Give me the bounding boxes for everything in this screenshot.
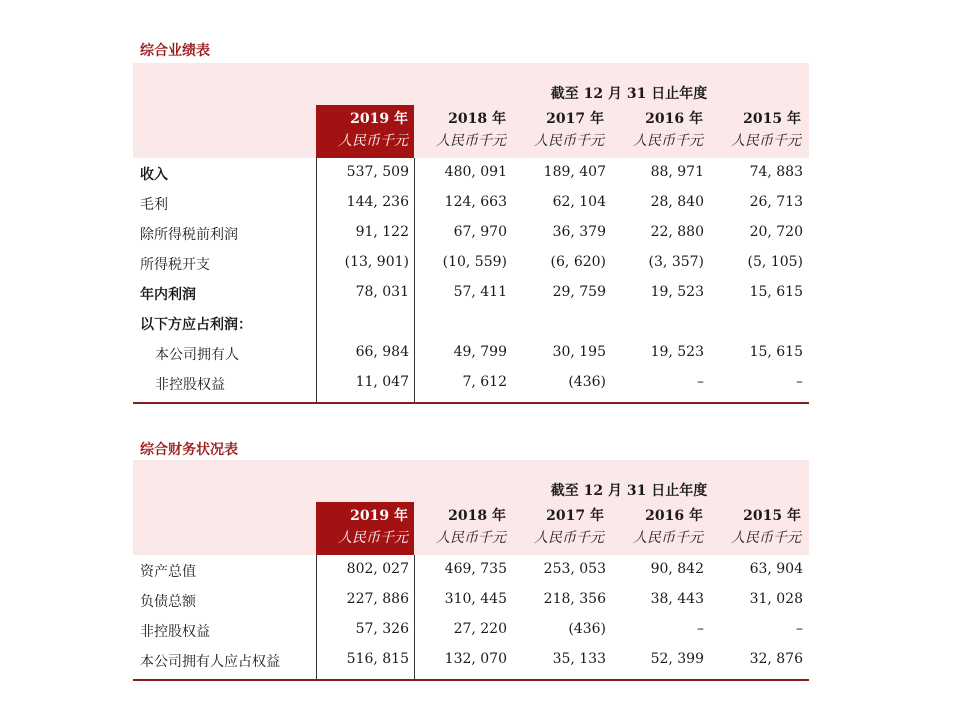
column-year: 2016 年 bbox=[645, 111, 703, 127]
value-cell: 31, 028 bbox=[749, 591, 803, 607]
row-label: 毛利 bbox=[140, 197, 168, 213]
value-cell: 30, 195 bbox=[552, 344, 606, 360]
column-unit: 人民币千元 bbox=[338, 530, 408, 546]
table-row bbox=[133, 645, 809, 675]
column-unit: 人民币千元 bbox=[633, 133, 703, 149]
column-header bbox=[414, 502, 512, 555]
value-cell: 469, 735 bbox=[444, 561, 507, 577]
value-cell: 32, 876 bbox=[749, 651, 803, 667]
period-heading: 截至 12 月 31 日止年度 bbox=[550, 483, 708, 499]
column-unit: 人民币千元 bbox=[534, 530, 604, 546]
column-year: 2018 年 bbox=[448, 111, 506, 127]
value-cell: (10, 559) bbox=[442, 254, 507, 270]
row-label: 以下方应占利润： bbox=[140, 317, 252, 333]
column-header bbox=[316, 502, 414, 555]
value-cell: 480, 091 bbox=[444, 164, 507, 180]
table-header bbox=[133, 460, 809, 555]
value-cell: 28, 840 bbox=[650, 194, 704, 210]
value-cell: 57, 326 bbox=[355, 621, 409, 637]
table-row bbox=[133, 158, 809, 188]
column-header bbox=[512, 502, 610, 555]
table-row bbox=[133, 278, 809, 308]
column-year: 2017 年 bbox=[546, 111, 604, 127]
value-cell: 19, 523 bbox=[650, 284, 704, 300]
value-cell: (13, 901) bbox=[344, 254, 409, 270]
value-cell: 49, 799 bbox=[453, 344, 507, 360]
value-cell: 218, 356 bbox=[543, 591, 606, 607]
table-row bbox=[133, 218, 809, 248]
value-cell: (6, 620) bbox=[550, 254, 606, 270]
row-label: 非控股权益 bbox=[155, 377, 225, 393]
column-header bbox=[709, 502, 807, 555]
table-row bbox=[133, 338, 809, 368]
value-cell: (5, 105) bbox=[747, 254, 803, 270]
value-cell: 11, 047 bbox=[355, 374, 409, 390]
table-bottom-rule bbox=[133, 679, 809, 681]
financial-position-table bbox=[133, 460, 809, 679]
value-cell: 78, 031 bbox=[355, 284, 409, 300]
value-cell: 15, 615 bbox=[749, 344, 803, 360]
value-cell: 38, 443 bbox=[650, 591, 704, 607]
row-label: 所得税开支 bbox=[140, 257, 210, 273]
value-cell: 90, 842 bbox=[650, 561, 704, 577]
row-label: 收入 bbox=[140, 167, 168, 183]
value-cell: 27, 220 bbox=[453, 621, 507, 637]
value-cell: 516, 815 bbox=[346, 651, 409, 667]
column-header bbox=[611, 502, 709, 555]
table-body bbox=[133, 555, 809, 679]
results-table-title: 综合业绩表 bbox=[140, 43, 210, 59]
row-label: 非控股权益 bbox=[140, 624, 210, 640]
value-cell: 19, 523 bbox=[650, 344, 704, 360]
value-cell: – bbox=[796, 374, 803, 390]
column-year: 2016 年 bbox=[645, 508, 703, 524]
value-cell: 15, 615 bbox=[749, 284, 803, 300]
value-cell: (436) bbox=[568, 621, 606, 637]
value-cell: 227, 886 bbox=[346, 591, 409, 607]
value-cell: 57, 411 bbox=[453, 284, 507, 300]
value-cell: (3, 357) bbox=[648, 254, 704, 270]
table-row bbox=[133, 188, 809, 218]
column-header bbox=[414, 105, 512, 158]
column-unit: 人民币千元 bbox=[338, 133, 408, 149]
row-label: 资产总值 bbox=[140, 564, 196, 580]
column-unit: 人民币千元 bbox=[436, 133, 506, 149]
column-year: 2019 年 bbox=[350, 508, 408, 524]
value-cell: 91, 122 bbox=[355, 224, 409, 240]
row-label: 负债总额 bbox=[140, 594, 196, 610]
table-row bbox=[133, 368, 809, 398]
value-cell: 132, 070 bbox=[444, 651, 507, 667]
table-row bbox=[133, 615, 809, 645]
column-header bbox=[611, 105, 709, 158]
financial-position-table-title: 综合财务状况表 bbox=[140, 442, 238, 458]
row-label: 本公司拥有人应占权益 bbox=[140, 654, 280, 670]
row-label: 除所得税前利润 bbox=[140, 227, 238, 243]
column-unit: 人民币千元 bbox=[731, 530, 801, 546]
column-header bbox=[709, 105, 807, 158]
value-cell: 36, 379 bbox=[552, 224, 606, 240]
value-cell: 189, 407 bbox=[543, 164, 606, 180]
value-cell: 88, 971 bbox=[650, 164, 704, 180]
value-cell: 74, 883 bbox=[749, 164, 803, 180]
value-cell: 22, 880 bbox=[650, 224, 704, 240]
value-cell: – bbox=[796, 621, 803, 637]
column-unit: 人民币千元 bbox=[731, 133, 801, 149]
column-unit: 人民币千元 bbox=[534, 133, 604, 149]
column-unit: 人民币千元 bbox=[633, 530, 703, 546]
column-header bbox=[512, 105, 610, 158]
table-body bbox=[133, 158, 809, 402]
value-cell: 7, 612 bbox=[462, 374, 507, 390]
value-cell: 537, 509 bbox=[346, 164, 409, 180]
results-table bbox=[133, 63, 809, 402]
column-header bbox=[316, 105, 414, 158]
table-row bbox=[133, 555, 809, 585]
value-cell: 35, 133 bbox=[552, 651, 606, 667]
value-cell: 310, 445 bbox=[444, 591, 507, 607]
value-cell: 802, 027 bbox=[346, 561, 409, 577]
row-label: 年内利润 bbox=[140, 287, 196, 303]
value-cell: 20, 720 bbox=[749, 224, 803, 240]
column-year: 2017 年 bbox=[546, 508, 604, 524]
value-cell: 144, 236 bbox=[346, 194, 409, 210]
row-label: 本公司拥有人 bbox=[155, 347, 239, 363]
value-cell: 52, 399 bbox=[650, 651, 704, 667]
value-cell: – bbox=[697, 621, 704, 637]
value-cell: – bbox=[697, 374, 704, 390]
table-bottom-rule bbox=[133, 402, 809, 404]
table-header bbox=[133, 63, 809, 158]
value-cell: 26, 713 bbox=[749, 194, 803, 210]
period-heading: 截至 12 月 31 日止年度 bbox=[550, 86, 708, 102]
table-row bbox=[133, 585, 809, 615]
value-cell: 67, 970 bbox=[453, 224, 507, 240]
value-cell: 63, 904 bbox=[749, 561, 803, 577]
value-cell: 253, 053 bbox=[543, 561, 606, 577]
table-row bbox=[133, 308, 809, 338]
value-cell: 62, 104 bbox=[552, 194, 606, 210]
column-year: 2019 年 bbox=[350, 111, 408, 127]
table-row bbox=[133, 248, 809, 278]
value-cell: (436) bbox=[568, 374, 606, 390]
column-year: 2015 年 bbox=[743, 111, 801, 127]
column-unit: 人民币千元 bbox=[436, 530, 506, 546]
column-year: 2018 年 bbox=[448, 508, 506, 524]
value-cell: 124, 663 bbox=[444, 194, 507, 210]
column-year: 2015 年 bbox=[743, 508, 801, 524]
value-cell: 66, 984 bbox=[355, 344, 409, 360]
value-cell: 29, 759 bbox=[552, 284, 606, 300]
